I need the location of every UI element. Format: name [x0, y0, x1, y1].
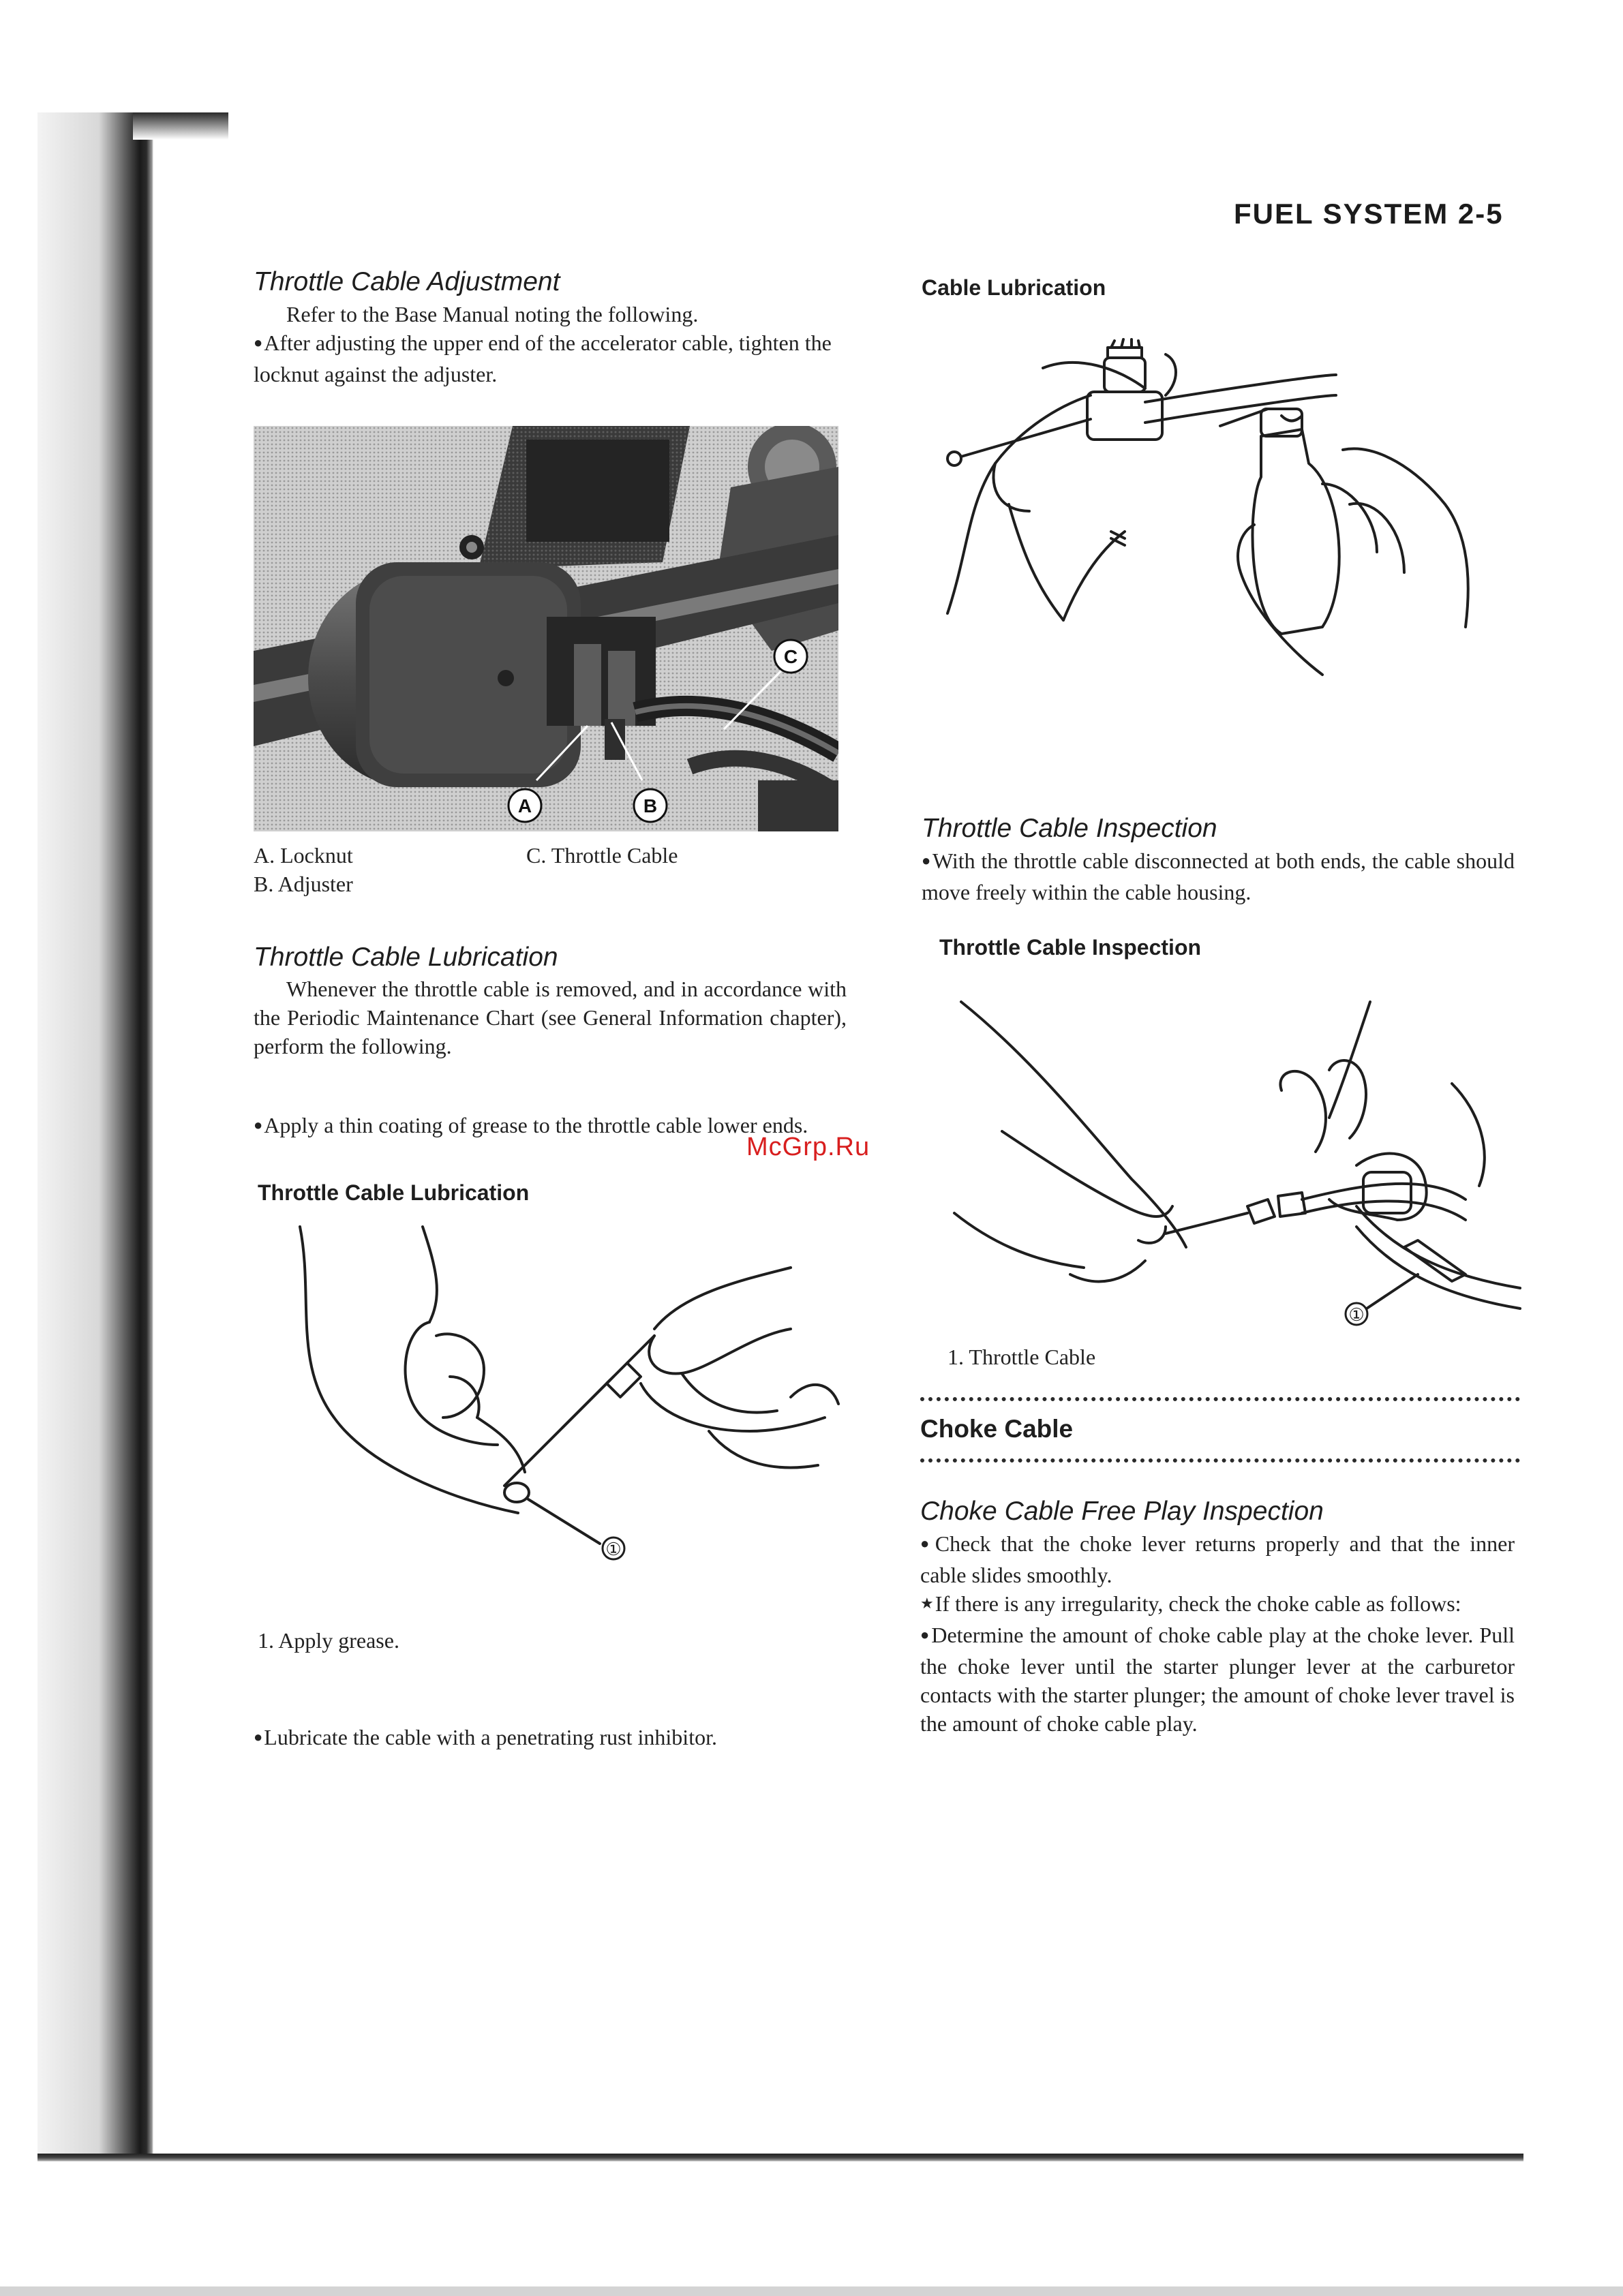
page-header: FUEL SYSTEM 2-5: [1234, 198, 1504, 230]
lubrication-figure-title: Throttle Cable Lubrication: [258, 1180, 530, 1205]
cable-lubrication-figure-title: Cable Lubrication: [922, 275, 1106, 300]
throttle-cable-inspection-heading: Throttle Cable Inspection: [922, 814, 1217, 843]
scan-border: [0, 2286, 1623, 2296]
choke-steps: [920, 1529, 1515, 1738]
choke-step-3-text: Determine the amount of choke cable play at the choke lever. Pull the choke lever until the starter plunger lever at the carburetor contacts with the starter plunger; the amount of choke lever travel is the amount of choke cable play.: [920, 1623, 1515, 1736]
lubrication-illustration: [273, 1213, 852, 1567]
binding-shadow-top: [133, 112, 228, 140]
callout-c: [774, 640, 807, 673]
adjustment-intro: Refer to the Base Manual noting the following.: [286, 302, 699, 326]
adjustment-bullet-text: After adjusting the upper end of the accelerator cable, tighten the locknut against the adjuster.: [254, 331, 832, 386]
page-edge-bottom: [37, 2154, 1523, 2162]
lubrication-paragraph: Whenever the throttle cable is removed, and in accordance with the Periodic Maintenance Chart (see General Information chapter), perform the following.: [254, 977, 847, 1058]
lubricate-bullet-text: Lubricate the cable with a penetrating rust inhibitor.: [264, 1725, 717, 1749]
throttle-cable-adjustment-heading: Throttle Cable Adjustment: [254, 267, 560, 296]
divider-top: [920, 1397, 1520, 1401]
lubrication-figure-caption: 1. Apply grease.: [258, 1628, 399, 1653]
inspection-callout-number: ①: [1348, 1305, 1365, 1325]
callout-a: [509, 789, 541, 822]
inspection-figure-title: Throttle Cable Inspection: [939, 935, 1202, 960]
inspection-illustration: [947, 988, 1527, 1343]
choke-step-1: [920, 1529, 1515, 1589]
choke-step-2-text: If there is any irregularity, check the choke cable as follows:: [935, 1591, 1461, 1616]
inspection-bullet-text: With the throttle cable disconnected at both ends, the cable should move freely within the cable housing.: [922, 848, 1515, 904]
inspection-bullet-block: [922, 846, 1515, 906]
inspection-figure-caption: 1. Throttle Cable: [947, 1345, 1096, 1369]
photo-legend-adjuster: B. Adjuster: [254, 872, 353, 896]
choke-step-3: [920, 1621, 1515, 1738]
callout-a-label: A: [517, 795, 532, 816]
cable-lubrication-illustration: [941, 327, 1486, 682]
photo-legend-throttle-cable: C. Throttle Cable: [526, 843, 678, 868]
lubricate-bullet-block: [254, 1723, 867, 1754]
lubrication-drawing: [273, 1213, 852, 1567]
divider-bottom: [920, 1458, 1520, 1463]
choke-step-2: [920, 1589, 1515, 1621]
photo-legend-locknut: A. Locknut: [254, 843, 353, 868]
callout-c-label: C: [783, 646, 798, 667]
adjustment-text: [254, 300, 847, 388]
cable-lubrication-drawing: [941, 327, 1486, 682]
lubricate-bullet: [254, 1723, 867, 1754]
choke-free-play-heading: Choke Cable Free Play Inspection: [920, 1497, 1324, 1526]
throttle-photo: [254, 426, 838, 831]
lubrication-callout-number: ①: [605, 1540, 622, 1559]
choke-step-1-text: Check that the choke lever returns properly and that the inner cable slides smoothly.: [920, 1531, 1515, 1587]
choke-cable-section-title: Choke Cable: [920, 1415, 1074, 1443]
inspection-bullet: [922, 846, 1515, 906]
adjustment-bullet: [254, 328, 847, 388]
grease-bullet-text: Apply a thin coating of grease to the throttle cable lower ends.: [264, 1113, 808, 1137]
throttle-photo-image: [254, 426, 838, 831]
throttle-cable-lubrication-heading: Throttle Cable Lubrication: [254, 943, 558, 972]
callout-b-label: B: [643, 795, 658, 816]
inspection-drawing: [947, 988, 1527, 1343]
callout-b: [634, 789, 667, 822]
lubrication-paragraph-block: [254, 975, 847, 1060]
binding-shadow: [37, 112, 153, 2157]
watermark: McGrp.Ru: [746, 1133, 870, 1161]
